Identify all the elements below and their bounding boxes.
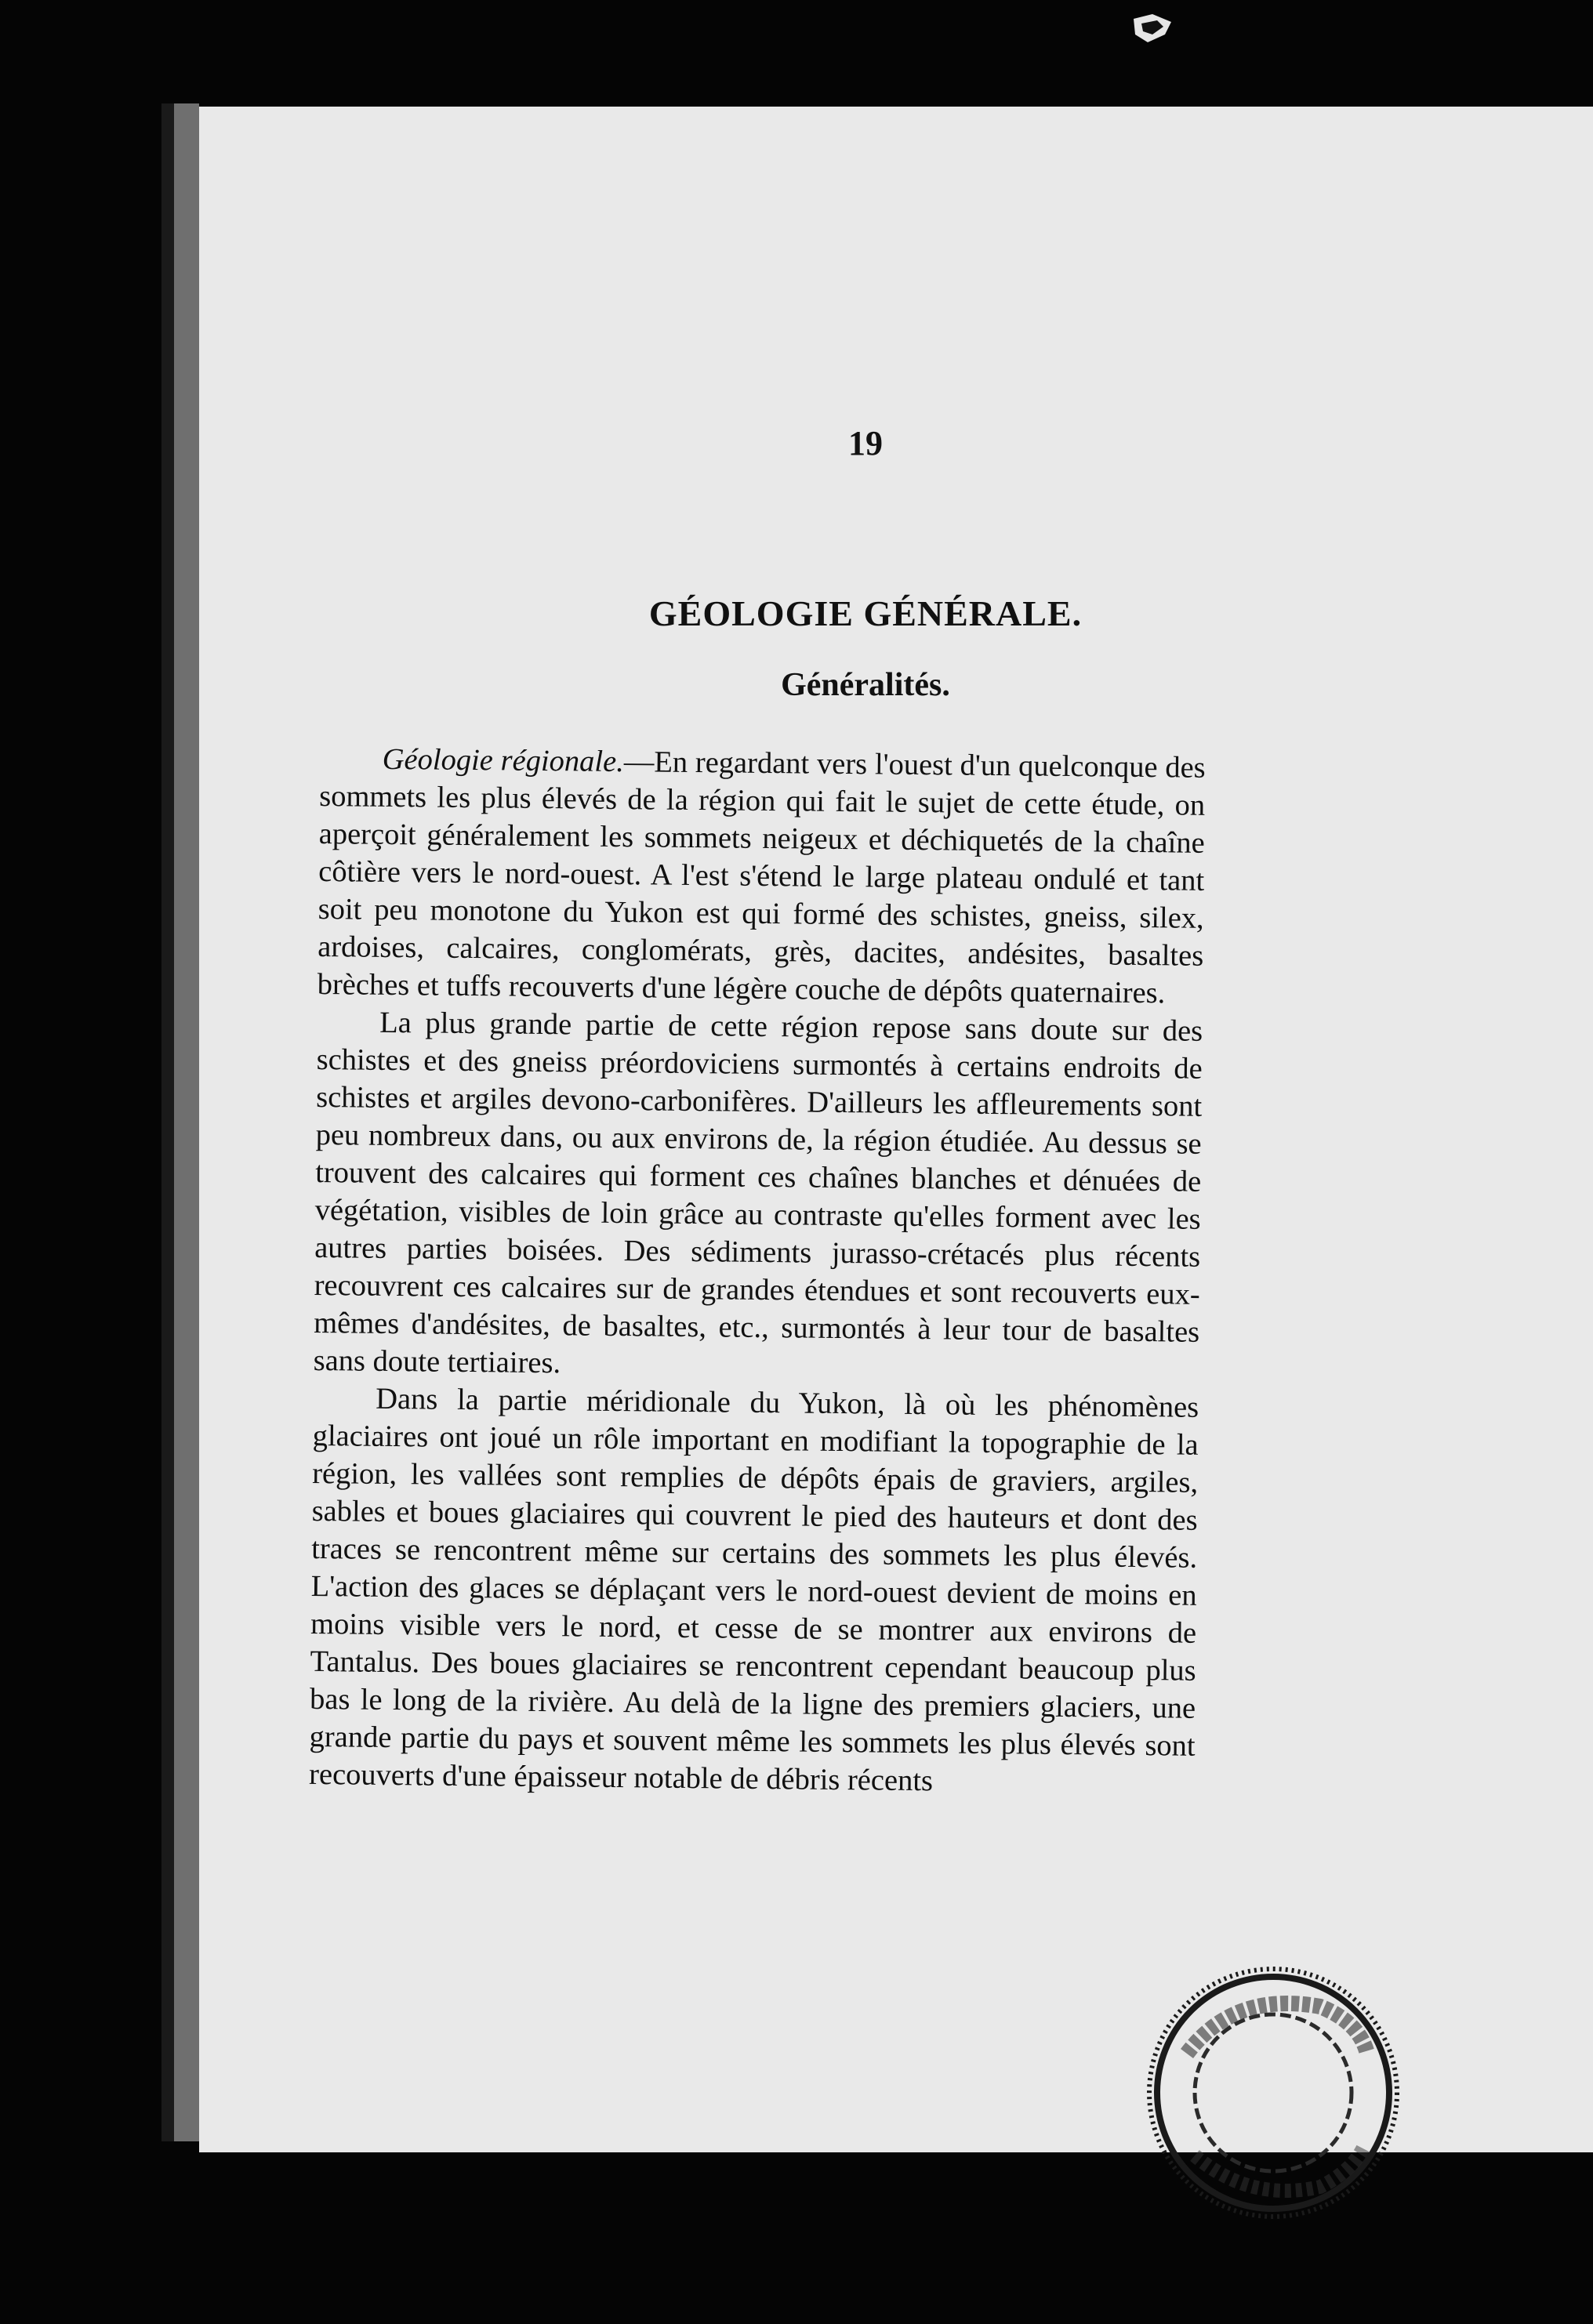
run-in-heading: Géologie régionale. <box>382 742 625 779</box>
document-page <box>199 107 1593 2152</box>
film-corner-mark-icon <box>1129 11 1176 47</box>
paragraph-3: Dans la partie méridionale du Yukon, là où les phénomènes glaciaires ont joué un rôle important en modifiant la topographie de la région, les vallées sont remplies de dépôts épais de graviers, argiles, sables et boues glaciaires qui couvrent le pied des hauteurs et dont des traces se rencontrent même sur certains des sommets les plus élevés. L'action des glaces se déplaçant vers le nord-ouest devient de moins en moins visible vers le nord, et cesse de se montrer aux environs de Tantalus. Des boues glaciaires se rencontrent cependant beaucoup plus bas le long de la rivière. Au delà de la ligne des premiers glaciers, une grande partie du pays et souvent même les sommets les plus élevés sont recouverts d'une épaisseur notable de débris récents <box>308 1382 1199 1798</box>
page-title: GÉOLOGIE GÉNÉRALE. <box>648 593 1083 633</box>
section-subtitle: Généralités. <box>781 667 950 703</box>
paragraph-2: La plus grande partie de cette région repose sans doute sur des schistes et des gneiss préordoviciens surmontés à certains endroits de schistes et argiles devono-carbonifères. D'ailleurs les affleurements sont peu nombreux dans, ou aux environs de, la région étudiée. Au dessus se trouvent des calcaires qui forment ces chaînes blanches et dénuées de végétation, visibles de loin grâce au contraste qu'elles forment avec les autres parties boisées. Des sédiments jurasso-crétacés plus récents recouvrent ces calcaires sur de grandes étendues et sont recouverts eux-mêmes d'andésites, de basaltes, etc., surmontés à leur tour de basaltes sans doute tertiaires. <box>313 1006 1203 1380</box>
body-text <box>309 740 1206 1803</box>
paragraph-1-text: —En regardant vers l'ouest d'un quelconque des sommets les plus élevés de la région qui fait le sujet de cette étude, on aperçoit généralement les sommets neigeux et déchiquetés de la chaîne côtière vers le nord-ouest. A l'est s'étend le large plateau ondulé et tant soit peu monotone du Yukon est qui formé des schistes, gneiss, silex, ardoises, calcaires, conglomérats, grès, dacites, andésites, basaltes brèches et tuffs recouverts d'une légère couche de dépôts quaternaires. <box>317 745 1206 1010</box>
page-number: 19 <box>848 424 883 462</box>
library-stamp-icon <box>1140 1960 1406 2226</box>
paragraph-1 <box>317 740 1205 1013</box>
book-spine <box>174 103 199 2141</box>
